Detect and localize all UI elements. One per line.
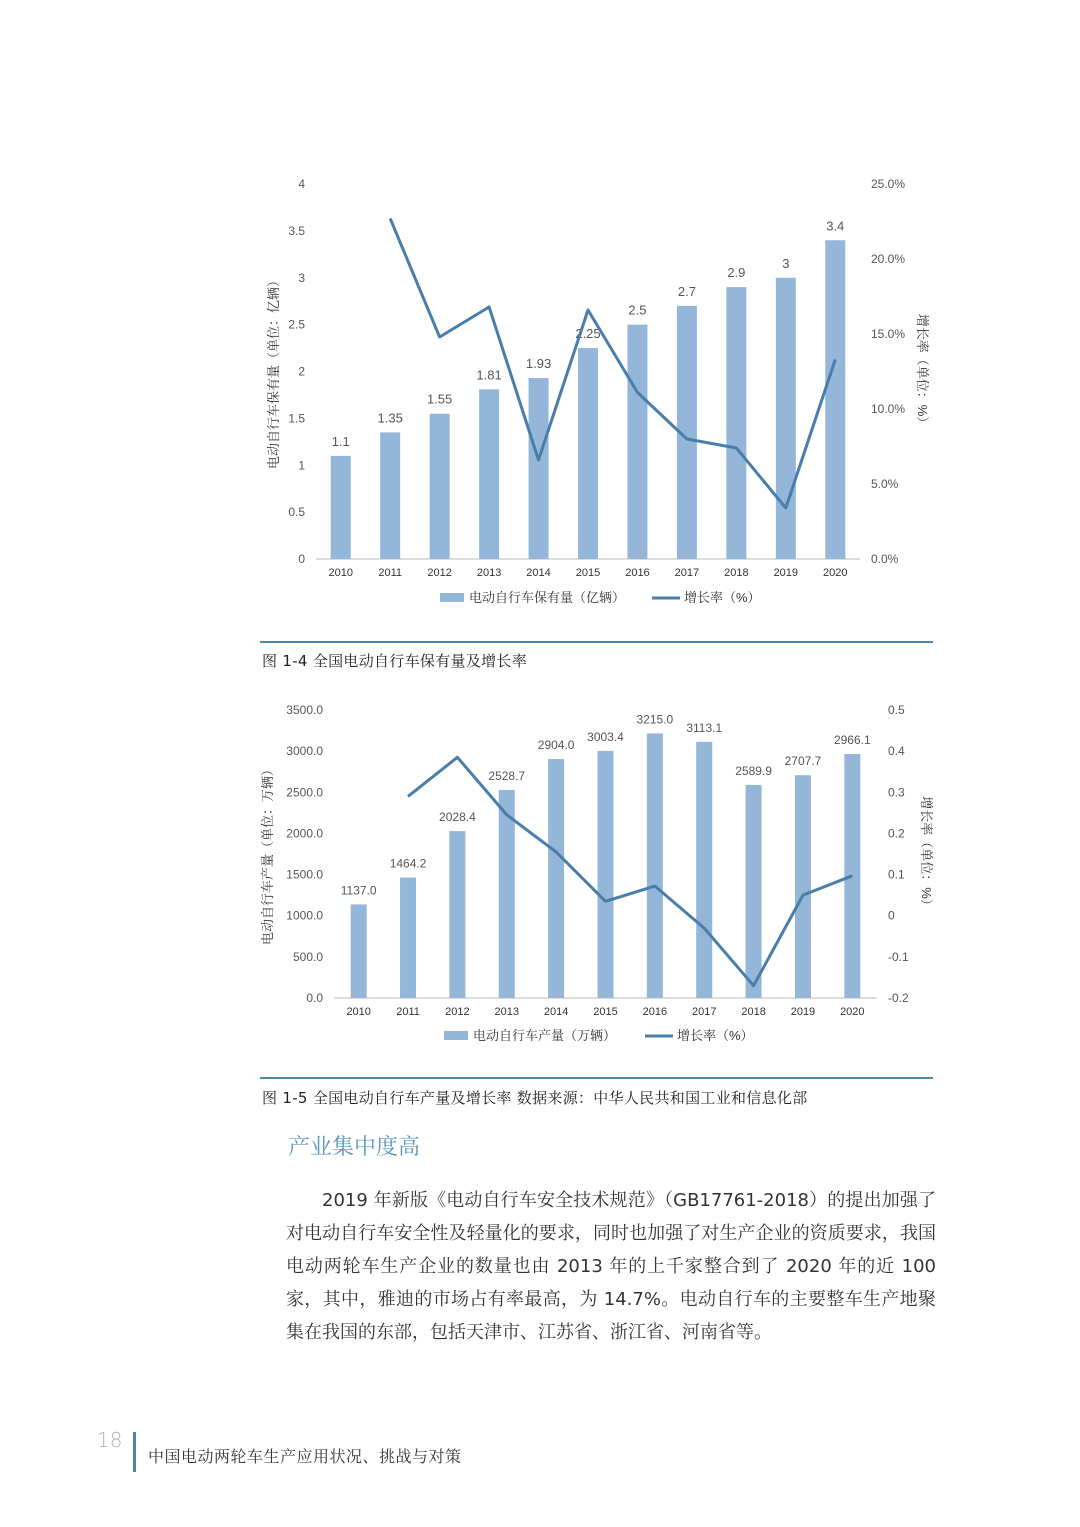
bar-value-label: 3: [782, 255, 790, 271]
x-axis-tick: 2012: [427, 567, 452, 579]
chart-ownership-growth: [0, 160, 1080, 620]
left-axis-tick: 2500.0: [286, 785, 323, 800]
page-number: 18: [97, 1428, 123, 1452]
figure-caption-1-4: 图 1-4 全国电动自行车保有量及增长率: [262, 652, 528, 670]
left-axis-tick: 1500.0: [286, 867, 323, 882]
x-axis-tick: 2012: [445, 1006, 470, 1018]
right-axis-title: 增长率（单位：%）: [919, 796, 934, 912]
left-axis-tick: 2000.0: [286, 826, 323, 841]
left-axis-tick: 0.5: [288, 505, 305, 520]
x-axis-tick: 2014: [543, 1006, 569, 1018]
bar-2017: [696, 742, 712, 998]
x-axis-tick: 2011: [378, 567, 403, 579]
bar-value-label: 1.1: [331, 433, 350, 449]
bar-value-label: 3215.0: [636, 712, 674, 727]
x-axis-tick: 2016: [625, 567, 650, 579]
right-axis-tick: 0.3: [888, 785, 905, 800]
bar-value-label: 2589.9: [735, 763, 772, 778]
right-axis-tick: 5.0%: [871, 477, 899, 491]
bar-2016: [647, 733, 663, 998]
bar-2019: [776, 278, 796, 559]
left-axis-tick: 1.5: [288, 411, 305, 426]
left-axis-title: 电动自行车保有量（单位：亿辆）: [266, 273, 281, 470]
x-axis-tick: 2020: [823, 567, 848, 579]
left-axis-tick: 2: [298, 364, 305, 379]
x-axis-tick: 2013: [494, 1006, 520, 1018]
growth-rate-line: [408, 757, 852, 985]
right-axis-tick: 0.0%: [871, 552, 899, 566]
bar-value-label: 1.93: [525, 356, 552, 372]
right-axis-tick: 25.0%: [871, 177, 906, 191]
left-axis-tick: 1: [298, 458, 305, 473]
x-axis-tick: 2016: [642, 1006, 668, 1018]
left-axis-tick: 500.0: [292, 949, 323, 964]
bar-value-label: 2028.4: [439, 810, 476, 825]
bar-value-label: 1137.0: [340, 883, 377, 898]
bar-value-label: 2.25: [575, 326, 601, 342]
legend-bar-label: 电动自行车保有量（亿辆）: [469, 590, 626, 605]
right-axis-title: 增长率（单位：%）: [915, 313, 930, 430]
left-axis-tick: 3.5: [288, 223, 305, 238]
bar-value-label: 2904.0: [537, 738, 575, 753]
x-axis-tick: 2018: [741, 1006, 766, 1018]
bar-2010: [351, 904, 367, 998]
bar-2015: [578, 348, 598, 559]
caption-divider-1: [260, 641, 933, 643]
bar-2010: [331, 456, 351, 559]
body-paragraph: [286, 1184, 936, 1349]
left-axis-tick: 2.5: [288, 317, 305, 332]
section-title: 产业集中度高: [288, 1135, 421, 1160]
x-axis-tick: 2020: [840, 1006, 865, 1018]
x-axis-tick: 2011: [396, 1006, 420, 1018]
legend-bar-swatch: [440, 593, 464, 602]
left-axis-title: 电动自行车产量（单位：万辆）: [260, 762, 275, 946]
x-axis-tick: 2015: [575, 567, 601, 579]
right-axis-tick: 15.0%: [871, 327, 906, 341]
right-axis-tick: 0.1: [888, 867, 905, 882]
footer-book-title: 中国电动两轮车生产应用状况、挑战与对策: [148, 1447, 462, 1466]
bar-2013: [499, 790, 515, 998]
bar-value-label: 2707.7: [784, 754, 822, 769]
footer-accent-bar: [133, 1432, 136, 1472]
bar-2014: [529, 378, 549, 559]
left-axis-tick: 4: [298, 177, 305, 191]
left-axis-tick: 0: [298, 552, 305, 566]
right-axis-tick: 10.0%: [871, 402, 906, 416]
bar-value-label: 1.55: [426, 391, 453, 407]
x-axis-tick: 2010: [328, 567, 353, 579]
bar-2011: [380, 432, 400, 559]
bar-2019: [795, 775, 811, 998]
figure-caption-1-5: 图 1-5 全国电动自行车产量及增长率 数据来源：中华人民共和国工业和信息化部: [262, 1089, 808, 1107]
bar-2012: [449, 831, 465, 998]
bar-value-label: 3.4: [826, 218, 845, 234]
bar-value-label: 1.81: [476, 367, 502, 383]
bar-2013: [479, 389, 499, 559]
right-axis-tick: -0.1: [888, 949, 909, 964]
bar-2018: [746, 785, 762, 998]
legend-bar-swatch: [444, 1031, 468, 1040]
growth-rate-line: [390, 219, 835, 509]
right-axis-tick: 0: [888, 908, 895, 923]
right-axis-tick: 0.4: [888, 744, 905, 759]
x-axis-tick: 2014: [526, 567, 551, 579]
caption-divider-2: [260, 1077, 933, 1079]
bar-2016: [627, 325, 647, 559]
right-axis-tick: 0.2: [888, 826, 905, 841]
left-axis-tick: 1000.0: [286, 908, 323, 923]
body-paragraph-text: 2019 年新版《电动自行车安全技术规范》（GB17761-2018）的提出加强了对电动自行车安全性及轻量化的要求，同时也加强了对生产企业的资质要求，我国电动两轮车生产企业的数量也由 2013 年的上千家整合到了 2020 年的近 100 家，其中，雅迪的市场占有率最高，为 14.7%。电动自行车的主要整车生产地聚集在我国的东部，包括天津市、江苏省、浙江省、河南省等。: [286, 1190, 936, 1343]
right-axis-tick: -0.2: [888, 991, 909, 1005]
bar-2018: [726, 287, 746, 559]
chart-production-growth: [0, 690, 1080, 1060]
x-axis-tick: 2017: [674, 567, 700, 579]
x-axis-tick: 2019: [773, 567, 799, 579]
x-axis-tick: 2017: [691, 1006, 717, 1018]
bar-value-label: 2528.7: [488, 768, 526, 783]
bar-value-label: 2.7: [677, 283, 696, 299]
left-axis-tick: 3: [298, 270, 305, 285]
left-axis-tick: 3000.0: [286, 744, 323, 759]
bar-2015: [598, 751, 614, 998]
left-axis-tick: 0.0: [306, 991, 323, 1005]
bar-value-label: 2.5: [628, 302, 647, 318]
bar-value-label: 3113.1: [686, 720, 723, 735]
right-axis-tick: 0.5: [888, 703, 905, 717]
bar-value-label: 2966.1: [833, 732, 871, 747]
bar-value-label: 1464.2: [389, 856, 427, 871]
left-axis-tick: 3500.0: [286, 703, 323, 717]
bar-value-label: 1.35: [377, 410, 403, 426]
bar-2011: [400, 878, 416, 998]
legend-line-label: 增长率（%）: [684, 590, 761, 605]
bar-value-label: 3003.4: [587, 729, 624, 744]
legend-bar-label: 电动自行车产量（万辆）: [473, 1028, 617, 1043]
bar-2014: [548, 759, 564, 998]
x-axis-tick: 2015: [593, 1006, 618, 1018]
bar-value-label: 2.9: [727, 265, 746, 281]
x-axis-tick: 2010: [346, 1006, 371, 1018]
x-axis-tick: 2019: [790, 1006, 816, 1018]
legend-line-label: 增长率（%）: [677, 1028, 754, 1043]
right-axis-tick: 20.0%: [871, 252, 906, 266]
x-axis-tick: 2013: [476, 567, 502, 579]
bar-2012: [430, 414, 450, 559]
x-axis-tick: 2018: [724, 567, 749, 579]
bar-2020: [825, 240, 845, 559]
